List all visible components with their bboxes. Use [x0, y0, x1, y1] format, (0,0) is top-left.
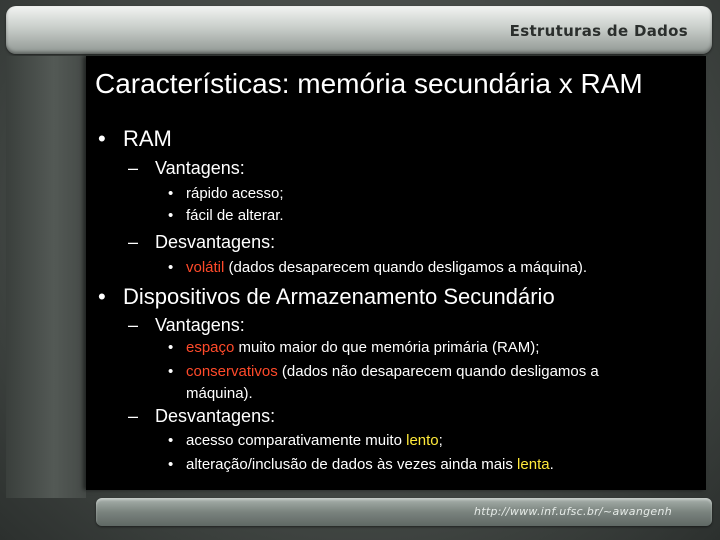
item-text-continuation: máquina). [186, 385, 253, 402]
section-label-ram: RAM [123, 126, 172, 151]
section-bullet: • [98, 284, 106, 309]
sub-bullet: • [168, 185, 174, 202]
sub-bullet: • [168, 339, 174, 356]
section-bullet: • [98, 126, 106, 151]
item-line [186, 456, 554, 473]
item-text: ; [438, 432, 443, 449]
item-line [186, 259, 587, 276]
group-dash: – [128, 158, 139, 178]
item-highlight: lenta [517, 456, 550, 473]
sub-bullet: • [168, 207, 174, 224]
header-bar [6, 6, 712, 54]
footer-url: http://www.inf.ufsc.br/~awangenh [474, 505, 672, 518]
sub-bullet: • [168, 259, 174, 276]
header-title: Estruturas de Dados [509, 22, 688, 40]
group-dash: – [128, 232, 139, 252]
item-line [186, 363, 599, 380]
group-label-vantagens: Vantagens: [155, 158, 245, 178]
group-dash: – [128, 315, 139, 335]
group-dash: – [128, 406, 139, 426]
item-line [186, 339, 539, 356]
left-decorative-strip [6, 56, 86, 498]
footer-bar [96, 498, 712, 526]
group-label-desvantagens: Desvantagens: [155, 232, 276, 252]
item-highlight: conservativos [186, 363, 278, 380]
item-text: (dados desaparecem quando desligamos a máquina). [224, 259, 588, 276]
slide-title: Características: memória secundária x RAM [95, 68, 643, 99]
item-text: rápido acesso; [186, 185, 284, 202]
item-text: (dados não desaparecem quando desligamos a [277, 363, 599, 380]
sub-bullet: • [168, 432, 174, 449]
item-highlight: volátil [186, 259, 225, 276]
sub-bullet: • [168, 363, 174, 380]
item-highlight: lento [406, 432, 439, 449]
section-label-dispositivos: Dispositivos de Armazenamento Secundário [123, 284, 555, 309]
item-text: acesso comparativamente muito [186, 432, 407, 449]
group-label-desvantagens: Desvantagens: [155, 406, 276, 426]
sub-bullet: • [168, 456, 174, 473]
item-line [186, 432, 443, 449]
item-text: muito maior do que memória primária (RAM); [234, 339, 540, 356]
item-highlight: espaço [186, 339, 235, 356]
group-label-vantagens: Vantagens: [155, 315, 245, 335]
item-text: . [549, 456, 554, 473]
item-text: alteração/inclusão de dados às vezes ainda mais [186, 456, 518, 473]
item-text: fácil de alterar. [186, 207, 284, 224]
